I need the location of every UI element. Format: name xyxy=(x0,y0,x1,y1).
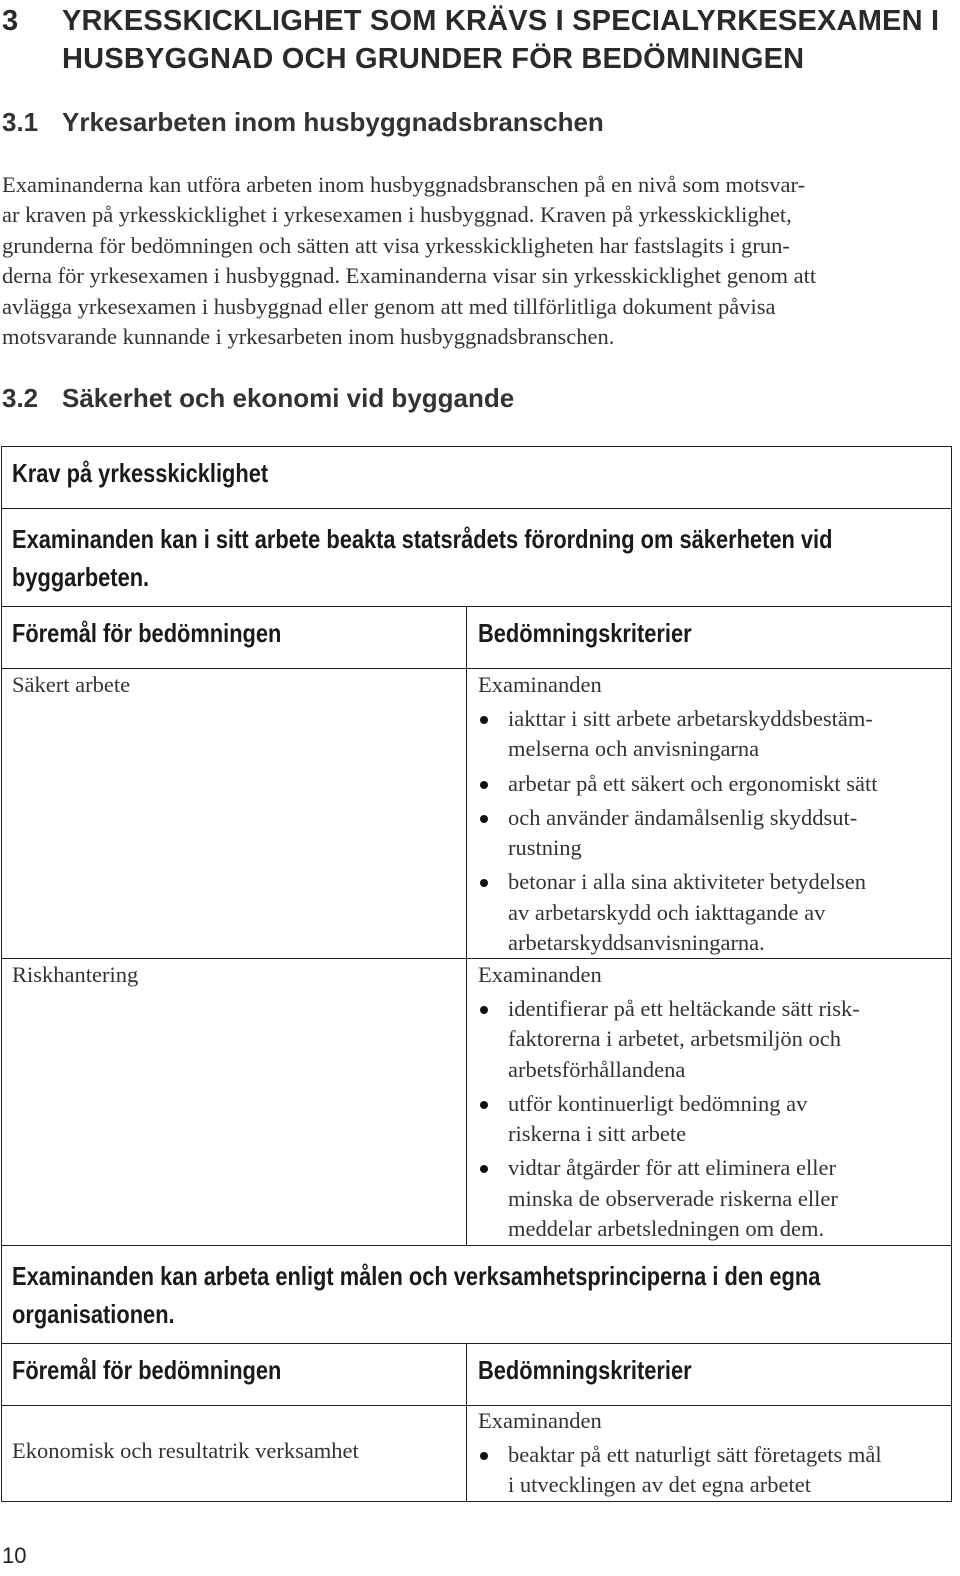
table-divider xyxy=(1,606,952,607)
criteria-list xyxy=(478,994,948,1248)
paragraph-line: derna för yrkesexamen i husbyggnad. Examinanderna visar sin yrkesskicklighet genom att xyxy=(2,263,817,289)
column-header-objects: Föremål för bedömningen xyxy=(12,1355,282,1385)
criteria-item: utför kontinuerligt bedömning av riskerna i sitt arbete xyxy=(478,1089,948,1150)
criteria-item: identifierar på ett heltäckande sätt risk- faktorerna i arbetet, arbetsmiljön och arbetsförhållandena xyxy=(478,994,948,1085)
criteria-list xyxy=(478,704,948,962)
requirement-2 xyxy=(12,1257,820,1333)
requirement-1 xyxy=(12,520,832,596)
column-header-criteria: Bedömningskriterier xyxy=(478,1355,692,1385)
assessment-object: Säkert arbete xyxy=(12,672,131,697)
table-divider xyxy=(1,508,952,509)
table-header: Krav på yrkesskicklighet xyxy=(12,458,269,488)
requirement-line: Examinanden kan i sitt arbete beakta statsrådets förordning om säkerheten vid xyxy=(12,524,833,554)
criteria-item: och använder ändamålsenlig skyddsut- rustning xyxy=(478,803,948,864)
requirement-line: Examinanden kan arbeta enligt målen och verksamhetsprinciperna i den egna xyxy=(12,1261,821,1291)
criteria-lead: Examinanden xyxy=(478,962,602,987)
criteria-item: iakttar i sitt arbete arbetarskyddsbestäm- melserna och anvisningarna xyxy=(478,704,948,765)
paragraph-line: grunderna för bedömningen och sätten att visa yrkesskickligheten har fastslagits i grun- xyxy=(2,232,790,258)
section-number: 3.2 xyxy=(2,383,39,413)
criteria-item: arbetar på ett säkert och ergonomiskt sätt xyxy=(478,769,948,799)
body-paragraph xyxy=(2,170,947,352)
criteria-item: beaktar på ett naturligt sätt företagets mål i utvecklingen av det egna arbetet xyxy=(478,1440,948,1501)
assessment-object: Riskhantering xyxy=(12,962,139,987)
chapter-number: 3 xyxy=(2,5,19,37)
section-number: 3.1 xyxy=(2,107,39,137)
criteria-lead: Examinanden xyxy=(478,672,602,697)
column-divider xyxy=(466,606,467,1245)
paragraph-line: avlägga yrkesexamen i husbyggnad eller genom att med tillförlitliga dokument påvisa xyxy=(2,293,776,319)
criteria-list xyxy=(478,1440,948,1505)
requirement-line: organisationen. xyxy=(12,1299,175,1329)
column-divider xyxy=(466,1343,467,1502)
chapter-title-line-1: YRKESSKICKLIGHET SOM KRÄVS I SPECIALYRKESEXAMEN I xyxy=(62,5,940,37)
assessment-object: Ekonomisk och resultatrik verksamhet xyxy=(12,1438,359,1463)
criteria-item: vidtar åtgärder för att eliminera eller minska de observerade riskerna eller meddelar arbetsledningen om dem. xyxy=(478,1153,948,1244)
paragraph-line: ar kraven på yrkesskicklighet i yrkesexamen i husbyggnad. Kraven på yrkesskicklighet, xyxy=(2,202,792,228)
column-header-objects: Föremål för bedömningen xyxy=(12,618,282,648)
table-divider xyxy=(1,1405,952,1406)
section-title: Säkerhet och ekonomi vid byggande xyxy=(62,383,515,413)
requirement-line: byggarbeten. xyxy=(12,562,150,592)
chapter-title-line-2: HUSBYGGNAD OCH GRUNDER FÖR BEDÖMNINGEN xyxy=(62,43,805,75)
table-divider xyxy=(1,1343,952,1344)
column-header-criteria: Bedömningskriterier xyxy=(478,618,692,648)
criteria-item: betonar i alla sina aktiviteter betydelsen av arbetarskydd och iakttagande av arbetarskyddsanvisningarna. xyxy=(478,867,948,958)
page-number: 10 xyxy=(2,1543,27,1568)
table-divider xyxy=(1,668,952,669)
section-title: Yrkesarbeten inom husbyggnadsbranschen xyxy=(62,107,604,137)
paragraph-line: motsvarande kunnande i yrkesarbeten inom husbyggnadsbranschen. xyxy=(2,324,615,350)
criteria-lead: Examinanden xyxy=(478,1408,602,1433)
paragraph-line: Examinanderna kan utföra arbeten inom husbyggnadsbranschen på en nivå som motsvar- xyxy=(2,172,806,197)
